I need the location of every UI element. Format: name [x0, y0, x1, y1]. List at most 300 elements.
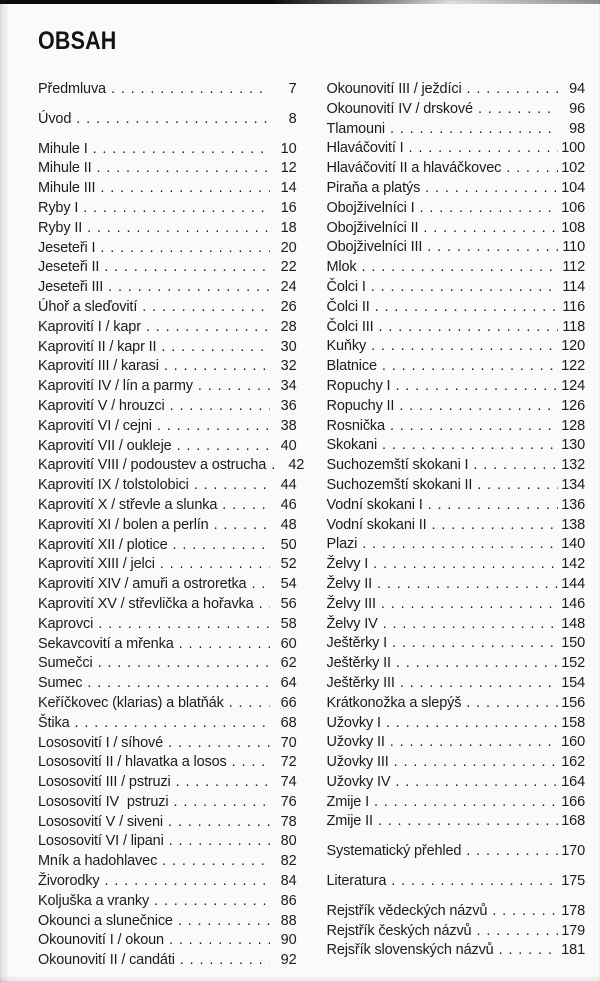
- dot-leader: [176, 773, 270, 793]
- dot-leader: [87, 219, 269, 239]
- toc-entry-label: Kaprovití X / střevle a slunka: [38, 496, 218, 513]
- toc-entry: [327, 318, 586, 338]
- toc-entry: [38, 813, 297, 833]
- toc-entry: [327, 377, 586, 397]
- toc-entry-label: Suchozemští skokani II: [326, 476, 473, 493]
- toc-entry: [38, 694, 297, 714]
- toc-entry-label: Vodní skokani I: [326, 496, 423, 513]
- toc-entry: [38, 476, 297, 496]
- toc-entry-page: 36: [280, 397, 297, 414]
- toc-entry-label: Jeseteři III: [38, 279, 104, 296]
- toc-entry-page: 120: [561, 338, 585, 355]
- toc-entry: [38, 417, 297, 437]
- toc-entry: [38, 931, 297, 951]
- toc-entry-page: 52: [280, 556, 297, 573]
- dot-leader: [466, 694, 558, 714]
- toc-entry-page: 72: [280, 754, 297, 771]
- dot-leader: [395, 377, 558, 397]
- toc-entry-page: 20: [280, 239, 297, 256]
- dot-leader: [194, 476, 270, 496]
- dot-leader: [162, 852, 269, 872]
- toc-entry-label: Kaprovití III / karasi: [38, 358, 159, 375]
- dot-leader: [178, 912, 270, 932]
- toc-entry: [327, 238, 586, 258]
- toc-entry-label: Ropuchy II: [326, 397, 395, 414]
- toc-entry-page: 150: [561, 635, 585, 652]
- dot-leader: [476, 922, 558, 942]
- dot-leader: [427, 238, 558, 258]
- toc-entry: [38, 338, 297, 358]
- toc-entry-label: Úhoř a sleďovití: [38, 298, 138, 315]
- toc-entry-label: Sekavcovití a mřenka: [38, 635, 174, 652]
- toc-entry-label: Keříčkovec (klarias) a blatňák: [38, 694, 224, 711]
- toc-entry-label: Kuňky: [326, 338, 367, 355]
- dot-leader: [395, 773, 558, 793]
- toc-entry: [38, 516, 297, 536]
- toc-entry-page: 160: [561, 734, 585, 751]
- dot-leader: [271, 456, 277, 476]
- dot-leader: [391, 872, 558, 892]
- dot-leader: [164, 357, 270, 377]
- toc-entry: [38, 318, 297, 338]
- toc-entry: [327, 199, 586, 219]
- toc-entry-page: 10: [280, 140, 297, 157]
- dot-leader: [111, 80, 270, 100]
- dot-leader: [173, 793, 269, 813]
- toc-entry: [38, 110, 297, 130]
- toc-entry-label: Ropuchy I: [326, 377, 391, 394]
- dot-leader: [423, 219, 558, 239]
- dot-leader: [222, 496, 269, 516]
- toc-entry-page: 134: [561, 476, 585, 493]
- dot-leader: [399, 397, 558, 417]
- toc-entry: [327, 298, 586, 318]
- toc-entry-page: 148: [561, 615, 585, 632]
- toc-entry-page: 92: [280, 952, 297, 969]
- toc-entry: [38, 536, 297, 556]
- toc-entry-page: 60: [280, 635, 297, 652]
- toc-entry: [38, 278, 297, 298]
- toc-entry-label: Piraňa a platýs: [326, 179, 421, 196]
- dot-leader: [383, 615, 558, 635]
- toc-entry: [327, 773, 586, 793]
- toc-entry-label: Užovky III: [326, 754, 389, 771]
- toc-entry-label: Koljuška a vranky: [38, 892, 150, 909]
- toc-entry-page: 76: [280, 793, 297, 810]
- toc-entry: [38, 615, 297, 635]
- toc-entry-page: 166: [561, 793, 585, 810]
- dot-leader: [375, 298, 558, 318]
- toc-entry-label: Sumec: [38, 675, 83, 692]
- toc-entry-page: 42: [288, 457, 305, 474]
- dot-leader: [477, 476, 558, 496]
- toc-entry-label: Želvy I: [326, 556, 369, 573]
- toc-entry: [38, 159, 297, 179]
- toc-entry-label: Rosnička: [326, 417, 385, 434]
- toc-entry: [38, 258, 297, 278]
- toc-entry-label: Jeseteři II: [38, 259, 100, 276]
- toc-entry-page: 7: [288, 81, 297, 97]
- toc-entry: [327, 100, 586, 120]
- toc-entry-label: Kaprovití V / hrouzci: [38, 397, 165, 414]
- toc-entry: [38, 674, 297, 694]
- toc-entry: [327, 516, 586, 536]
- toc-entry-page: 84: [280, 873, 297, 890]
- toc-entry-label: Hlaváčovití I: [326, 140, 404, 157]
- toc-entry-page: 118: [562, 318, 585, 335]
- toc-entry-page: 142: [561, 556, 585, 573]
- toc-entry: [38, 239, 297, 259]
- toc-entry-label: Ryby I: [38, 199, 79, 216]
- toc-entry-page: 70: [280, 734, 297, 751]
- toc-entry-label: Želvy II: [326, 575, 373, 592]
- toc-entry-label: Kaprovití XIII / jelci: [38, 556, 155, 573]
- toc-entry-label: Kaprovití VII / oukleje: [38, 437, 172, 454]
- toc-entry-page: 146: [561, 595, 585, 612]
- toc-entry-page: 82: [280, 853, 297, 870]
- toc-entry-label: Literatura: [326, 873, 387, 890]
- toc-entry: [327, 753, 586, 773]
- toc-entry-label: Čolci II: [326, 298, 370, 315]
- toc-entry-label: Živorodky: [38, 873, 100, 890]
- toc-entry-page: 12: [280, 160, 297, 177]
- dot-leader: [374, 793, 558, 813]
- toc-entry: [327, 941, 586, 961]
- dot-leader: [168, 813, 270, 833]
- toc-entry-label: Čolci I: [326, 278, 366, 295]
- toc-entry-label: Lososovití IV pstruzi: [38, 793, 169, 810]
- dot-leader: [100, 239, 269, 259]
- toc-entry: [327, 120, 586, 140]
- toc-entry-label: Kaprovití VI / cejni: [38, 417, 152, 434]
- dot-leader: [473, 456, 558, 476]
- dot-leader: [382, 436, 558, 456]
- toc-entry-page: 168: [561, 813, 585, 830]
- toc-entry-page: 80: [280, 833, 297, 850]
- dot-leader: [93, 140, 270, 160]
- dot-leader: [180, 951, 270, 971]
- toc-entry: [38, 437, 297, 457]
- toc-entry: [327, 456, 586, 476]
- toc-entry-page: 179: [561, 922, 585, 939]
- toc-entry-page: 16: [280, 199, 297, 216]
- dot-leader: [251, 575, 269, 595]
- dot-leader: [142, 298, 269, 318]
- toc-entry-label: Obojživelníci III: [326, 239, 423, 256]
- toc-entry-page: 38: [280, 417, 297, 434]
- toc-entry-label: Mihule III: [38, 180, 96, 197]
- toc-entry-page: 154: [561, 674, 585, 691]
- toc-entry-page: 14: [280, 180, 297, 197]
- toc-entry-label: Okounci a slunečnice: [38, 912, 173, 929]
- dot-leader: [161, 338, 269, 358]
- toc-entry: [38, 397, 297, 417]
- toc-entry-page: 64: [280, 675, 297, 692]
- toc-entry-page: 90: [280, 932, 297, 949]
- dot-leader: [173, 536, 270, 556]
- toc-entry-page: 170: [561, 843, 585, 860]
- toc-entry: [38, 635, 297, 655]
- dot-leader: [390, 120, 558, 140]
- toc-entry: [327, 872, 586, 892]
- toc-entry-label: Užovky I: [326, 714, 381, 731]
- toc-entry-page: 56: [280, 595, 297, 612]
- toc-entry-page: 164: [561, 773, 585, 790]
- toc-entry-page: 138: [561, 516, 585, 533]
- toc-entry: [327, 575, 586, 595]
- toc-entry-label: Kaprovití XI / bolen a perlín: [38, 516, 209, 533]
- dot-leader: [492, 902, 558, 922]
- dot-leader: [381, 595, 558, 615]
- toc-entry: [38, 199, 297, 219]
- toc-entry-page: 98: [569, 120, 585, 137]
- toc-entry: [327, 733, 586, 753]
- toc-entry-label: Obojživelníci II: [326, 219, 419, 236]
- toc-entry: [327, 219, 586, 239]
- toc-entry: [38, 140, 297, 160]
- dot-leader: [382, 357, 558, 377]
- toc-entry-page: 175: [561, 873, 585, 890]
- toc-entry-label: Rejstřík vědeckých názvů: [326, 902, 488, 919]
- toc-entry-page: 122: [561, 358, 585, 375]
- toc-entry: [327, 179, 586, 199]
- toc-entry-page: 102: [561, 160, 585, 177]
- toc-entry: [327, 496, 586, 516]
- toc-entry-label: Kaprovci: [38, 615, 94, 632]
- dot-leader: [76, 110, 269, 130]
- toc-entry-page: 62: [280, 655, 297, 672]
- toc-entry-page: 178: [561, 902, 585, 919]
- dot-leader: [499, 941, 558, 961]
- dot-leader: [431, 516, 558, 536]
- toc-entry: [327, 417, 586, 437]
- toc-entry-page: 30: [280, 338, 297, 355]
- toc-entry: [327, 842, 586, 862]
- toc-entry: [38, 80, 297, 100]
- toc-entry-page: 26: [280, 298, 297, 315]
- toc-entry: [327, 615, 586, 635]
- toc-entry-label: Užovky II: [326, 734, 385, 751]
- toc-entry: [38, 753, 297, 773]
- dot-leader: [169, 832, 270, 852]
- toc-entry: [38, 595, 297, 615]
- toc-entry-label: Mlok: [326, 259, 357, 276]
- toc-entry: [327, 812, 586, 832]
- toc-entry-label: Užovky IV: [326, 773, 391, 790]
- dot-leader: [362, 258, 558, 278]
- dot-leader: [170, 397, 270, 417]
- scan-left-edge: [0, 0, 10, 982]
- toc-entry-page: 50: [280, 536, 297, 553]
- toc-entry-page: 106: [561, 199, 585, 216]
- toc-entry: [38, 951, 297, 971]
- dot-leader: [259, 595, 270, 615]
- dot-leader: [75, 714, 270, 734]
- toc-entry: [38, 832, 297, 852]
- toc-entry: [38, 357, 297, 377]
- dot-leader: [371, 337, 558, 357]
- toc-entry-label: Lososovití I / síhové: [38, 734, 163, 751]
- toc-entry: [327, 694, 586, 714]
- dot-leader: [108, 278, 269, 298]
- toc-entry-label: Kaprovití I / kapr: [38, 318, 141, 335]
- dot-leader: [169, 931, 270, 951]
- dot-leader: [146, 318, 270, 338]
- toc-entry-label: Lososovití III / pstruzi: [38, 774, 171, 791]
- toc-entry: [38, 793, 297, 813]
- toc-entry: [327, 278, 586, 298]
- toc-entry: [327, 476, 586, 496]
- toc-entry-page: 136: [561, 496, 585, 513]
- toc-entry: [38, 852, 297, 872]
- toc-entry-label: Kaprovití XV / střevlička a hořavka: [38, 595, 254, 612]
- dot-leader: [373, 555, 558, 575]
- dot-leader: [104, 258, 269, 278]
- dot-leader: [420, 199, 558, 219]
- toc-entry-page: 46: [280, 496, 297, 513]
- toc-entry-label: Želvy IV: [326, 615, 378, 632]
- toc-entry-label: Plazi: [326, 536, 358, 553]
- toc-entry-page: 18: [280, 219, 297, 236]
- toc-entry: [327, 80, 586, 100]
- toc-column-right: [327, 80, 586, 971]
- dot-leader: [394, 753, 558, 773]
- toc-entry-page: 112: [562, 259, 585, 276]
- dot-leader: [390, 417, 558, 437]
- toc-entry: [38, 575, 297, 595]
- toc-entry-label: Ještěrky III: [326, 674, 395, 691]
- toc-entry-label: Obojživelníci I: [326, 199, 415, 216]
- dot-leader: [100, 179, 269, 199]
- dot-leader: [198, 377, 270, 397]
- toc-entry-label: Sumečci: [38, 655, 93, 672]
- toc-entry-label: Ryby II: [38, 219, 83, 236]
- toc-entry-label: Ještěrky I: [326, 635, 388, 652]
- toc-entry-label: Mihule II: [38, 160, 92, 177]
- toc-entry: [38, 456, 305, 476]
- toc-entry-page: 110: [562, 239, 585, 256]
- dot-leader: [96, 159, 269, 179]
- toc-entry: [327, 634, 586, 654]
- toc-entry-label: Okounovití II / candáti: [38, 952, 175, 969]
- toc-entry: [327, 357, 586, 377]
- toc-entry-label: Zmije I: [326, 793, 369, 810]
- toc-entry: [38, 555, 297, 575]
- toc-entry-label: Mník a hadohlavec: [38, 853, 158, 870]
- dot-leader: [378, 812, 558, 832]
- dot-leader: [362, 535, 558, 555]
- toc-entry-page: 22: [280, 259, 297, 276]
- toc-entry-page: 140: [561, 536, 585, 553]
- toc-entry: [327, 159, 586, 179]
- toc-entry: [327, 436, 586, 456]
- toc-entry-label: Rejsřík slovenských názvů: [326, 942, 494, 959]
- toc-entry-label: Čolci III: [326, 318, 374, 335]
- toc-entry-label: Vodní skokani II: [326, 516, 427, 533]
- toc-entry: [38, 872, 297, 892]
- toc-entry-label: Úvod: [38, 110, 72, 127]
- toc-entry-page: 94: [569, 81, 585, 97]
- dot-leader: [392, 634, 558, 654]
- toc-entry: [38, 892, 297, 912]
- toc-entry-page: 74: [280, 774, 297, 791]
- dot-leader: [168, 734, 270, 754]
- toc-entry-label: Krátkonožka a slepýš: [326, 694, 462, 711]
- toc-entry: [327, 922, 586, 942]
- toc-entry-label: Systematický přehled: [326, 843, 462, 860]
- toc-entry: [327, 902, 586, 922]
- toc-entry-page: 104: [561, 179, 585, 196]
- dot-leader: [425, 179, 558, 199]
- toc-entry-page: 96: [569, 100, 585, 117]
- toc-entry: [327, 674, 586, 694]
- toc-entry: [327, 714, 586, 734]
- dot-leader: [400, 674, 558, 694]
- toc-entry-label: Lososovití V / siveni: [38, 813, 163, 830]
- toc-entry-page: 124: [561, 377, 585, 394]
- toc-entry-page: 54: [280, 576, 297, 593]
- dot-leader: [87, 674, 269, 694]
- toc-entry-label: Želvy III: [326, 595, 376, 612]
- toc-entry-label: Kaprovití VIII / podoustev a ostrucha: [38, 457, 267, 474]
- toc-entry: [327, 397, 586, 417]
- toc-entry: [38, 773, 297, 793]
- toc-entry-page: 108: [561, 219, 585, 236]
- toc-entry-page: 126: [561, 397, 585, 414]
- toc-entry: [38, 377, 297, 397]
- toc-entry-page: 116: [562, 298, 585, 315]
- toc-entry-label: Hlaváčovití II a hlaváčkovec: [326, 160, 502, 177]
- toc-entry-label: Ještěrky II: [326, 655, 391, 672]
- toc-entry-page: 152: [561, 655, 585, 672]
- toc-entry-label: Blatnice: [326, 358, 377, 375]
- dot-leader: [396, 654, 558, 674]
- toc-entry: [38, 734, 297, 754]
- toc-entry: [38, 912, 297, 932]
- toc-entry: [38, 179, 297, 199]
- toc-entry-page: 44: [280, 477, 297, 494]
- toc-entry-page: 162: [561, 754, 585, 771]
- dot-leader: [154, 892, 269, 912]
- toc-entry-page: 144: [561, 575, 585, 592]
- dot-leader: [160, 555, 270, 575]
- dot-leader: [229, 694, 270, 714]
- dot-leader: [466, 842, 558, 862]
- scan-bottom-edge: [0, 975, 600, 982]
- dot-leader: [478, 100, 558, 120]
- toc-entry-page: 34: [280, 378, 297, 395]
- toc-entry-page: 88: [280, 912, 297, 929]
- toc-entry: [38, 219, 297, 239]
- toc-entry-label: Štika: [38, 714, 70, 731]
- toc-entry: [38, 496, 297, 516]
- dot-leader: [428, 496, 558, 516]
- toc-entry: [327, 139, 586, 159]
- toc-entry-page: 100: [561, 140, 585, 157]
- toc-entry-page: 156: [561, 694, 585, 711]
- toc-entry-page: 86: [280, 892, 297, 909]
- toc-entry-label: Kaprovití II / kapr II: [38, 338, 157, 355]
- toc-entry-label: Okounovití IV / drskové: [326, 100, 473, 117]
- toc-entry: [327, 793, 586, 813]
- toc-entry-label: Předmluva: [38, 81, 106, 97]
- toc-entry: [38, 654, 297, 674]
- toc-entry-page: 66: [280, 694, 297, 711]
- toc-entry-page: 58: [280, 615, 297, 632]
- toc-entry-label: Mihule I: [38, 140, 88, 157]
- toc-entry: [327, 258, 586, 278]
- toc-entry-page: 132: [561, 457, 585, 474]
